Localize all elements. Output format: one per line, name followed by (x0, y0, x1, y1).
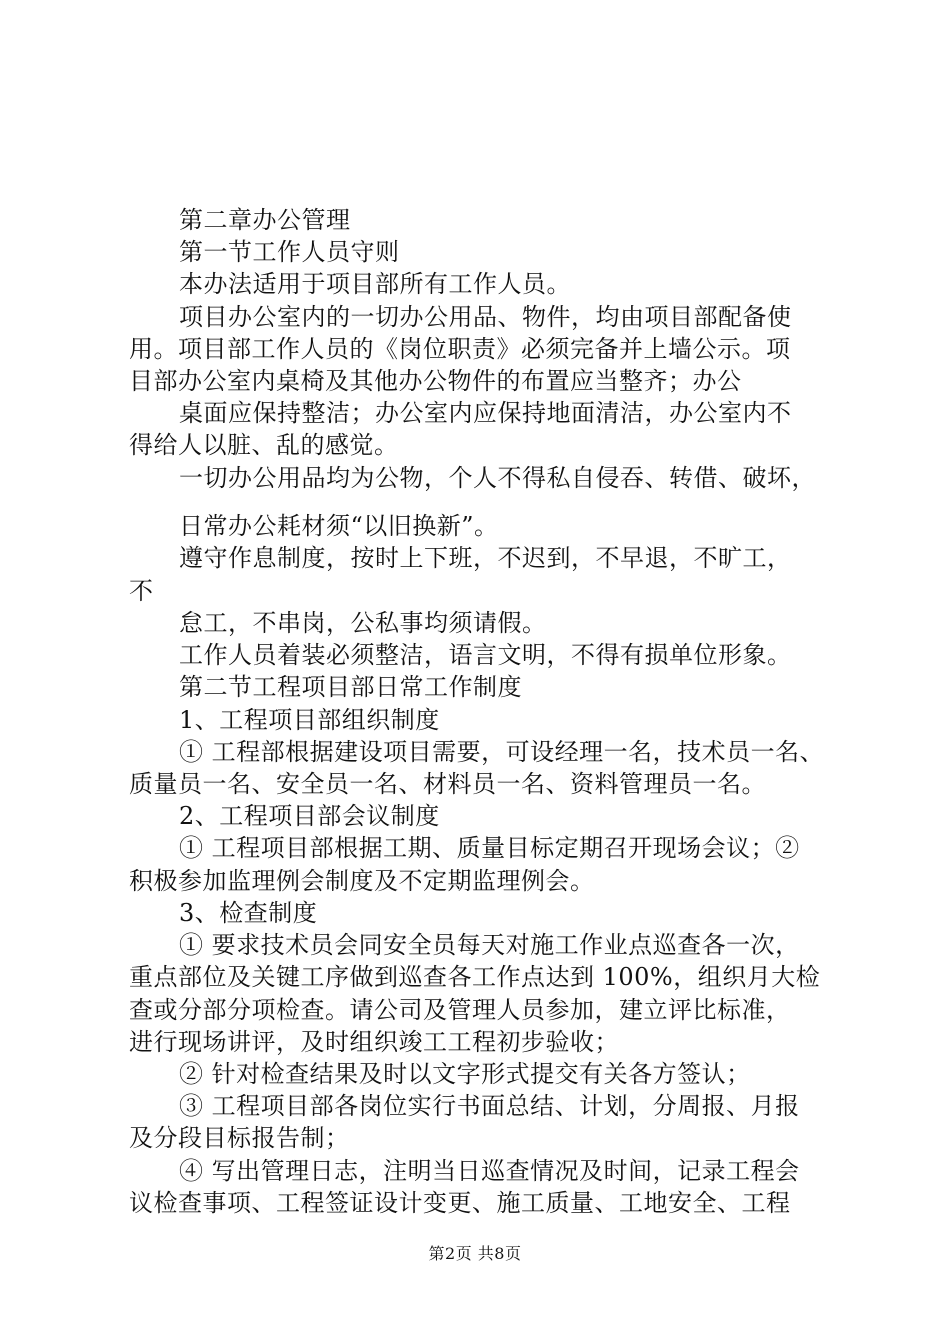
paragraph-line: 日常办公耗材须“以旧换新”。 (179, 512, 499, 540)
paragraph-line: 进行现场讲评，及时组织竣工工程初步验收； (129, 1028, 619, 1056)
section-heading: 第一节工作人员守则 (179, 238, 400, 266)
paragraph-line: 桌面应保持整洁；办公室内应保持地面清洁，办公室内不 (179, 399, 792, 427)
paragraph-line: 工作人员着装必须整洁，语言文明，不得有损单位形象。 (179, 641, 792, 669)
subsection-heading: 1、工程项目部组织制度 (179, 706, 440, 734)
paragraph-line: ④ 写出管理日志，注明当日巡查情况及时间，记录工程会 (179, 1157, 800, 1185)
paragraph-line: 质量员一名、安全员一名、材料员一名、资料管理员一名。 (129, 770, 766, 798)
paragraph-line: 目部办公室内桌椅及其他办公物件的布置应当整齐；办公 (129, 367, 742, 395)
paragraph-line: ① 工程部根据建设项目需要，可设经理一名，技术员一名、 (179, 738, 825, 766)
paragraph-line: 议检查事项、工程签证设计变更、施工质量、工地安全、工程 (129, 1189, 791, 1217)
page-number-footer: 第2页 共8页 (428, 1244, 522, 1263)
paragraph-line: ① 工程项目部根据工期、质量目标定期召开现场会议；② (179, 834, 800, 862)
paragraph-line: ③ 工程项目部各岗位实行书面总结、计划，分周报、月报 (179, 1092, 800, 1120)
section-heading: 第二节工程项目部日常工作制度 (179, 673, 522, 701)
paragraph-line: 重点部位及关键工序做到巡查各工作点达到 100%，组织月大检 (129, 963, 821, 991)
paragraph-line: 得给人以脏、乱的感觉。 (129, 431, 399, 459)
paragraph-line: 遵守作息制度，按时上下班，不迟到，不早退，不旷工， (179, 544, 792, 572)
paragraph-line: ① 要求技术员会同安全员每天对施工作业点巡查各一次， (179, 931, 800, 959)
paragraph-line: 查或分部分项检查。请公司及管理人员参加，建立评比标准， (129, 996, 791, 1024)
paragraph-line: 一切办公用品均为公物，个人不得私自侵吞、转借、破坏， (179, 464, 816, 492)
paragraph-line: 用。项目部工作人员的《岗位职责》必须完备并上墙公示。项 (129, 335, 791, 363)
paragraph-line: 本办法适用于项目部所有工作人员。 (179, 270, 571, 298)
paragraph-line: 及分段目标报告制； (129, 1124, 350, 1152)
paragraph-line: 怠工，不串岗，公私事均须请假。 (179, 609, 547, 637)
paragraph-line: ② 针对检查结果及时以文字形式提交有关各方签认； (179, 1060, 751, 1088)
paragraph-line: 项目办公室内的一切办公用品、物件，均由项目部配备使 (179, 303, 792, 331)
paragraph-line: 不 (129, 577, 154, 605)
paragraph-line: 积极参加监理例会制度及不定期监理例会。 (129, 867, 595, 895)
chapter-heading: 第二章办公管理 (179, 206, 351, 234)
subsection-heading: 3、检查制度 (179, 899, 318, 927)
subsection-heading: 2、工程项目部会议制度 (179, 802, 440, 830)
